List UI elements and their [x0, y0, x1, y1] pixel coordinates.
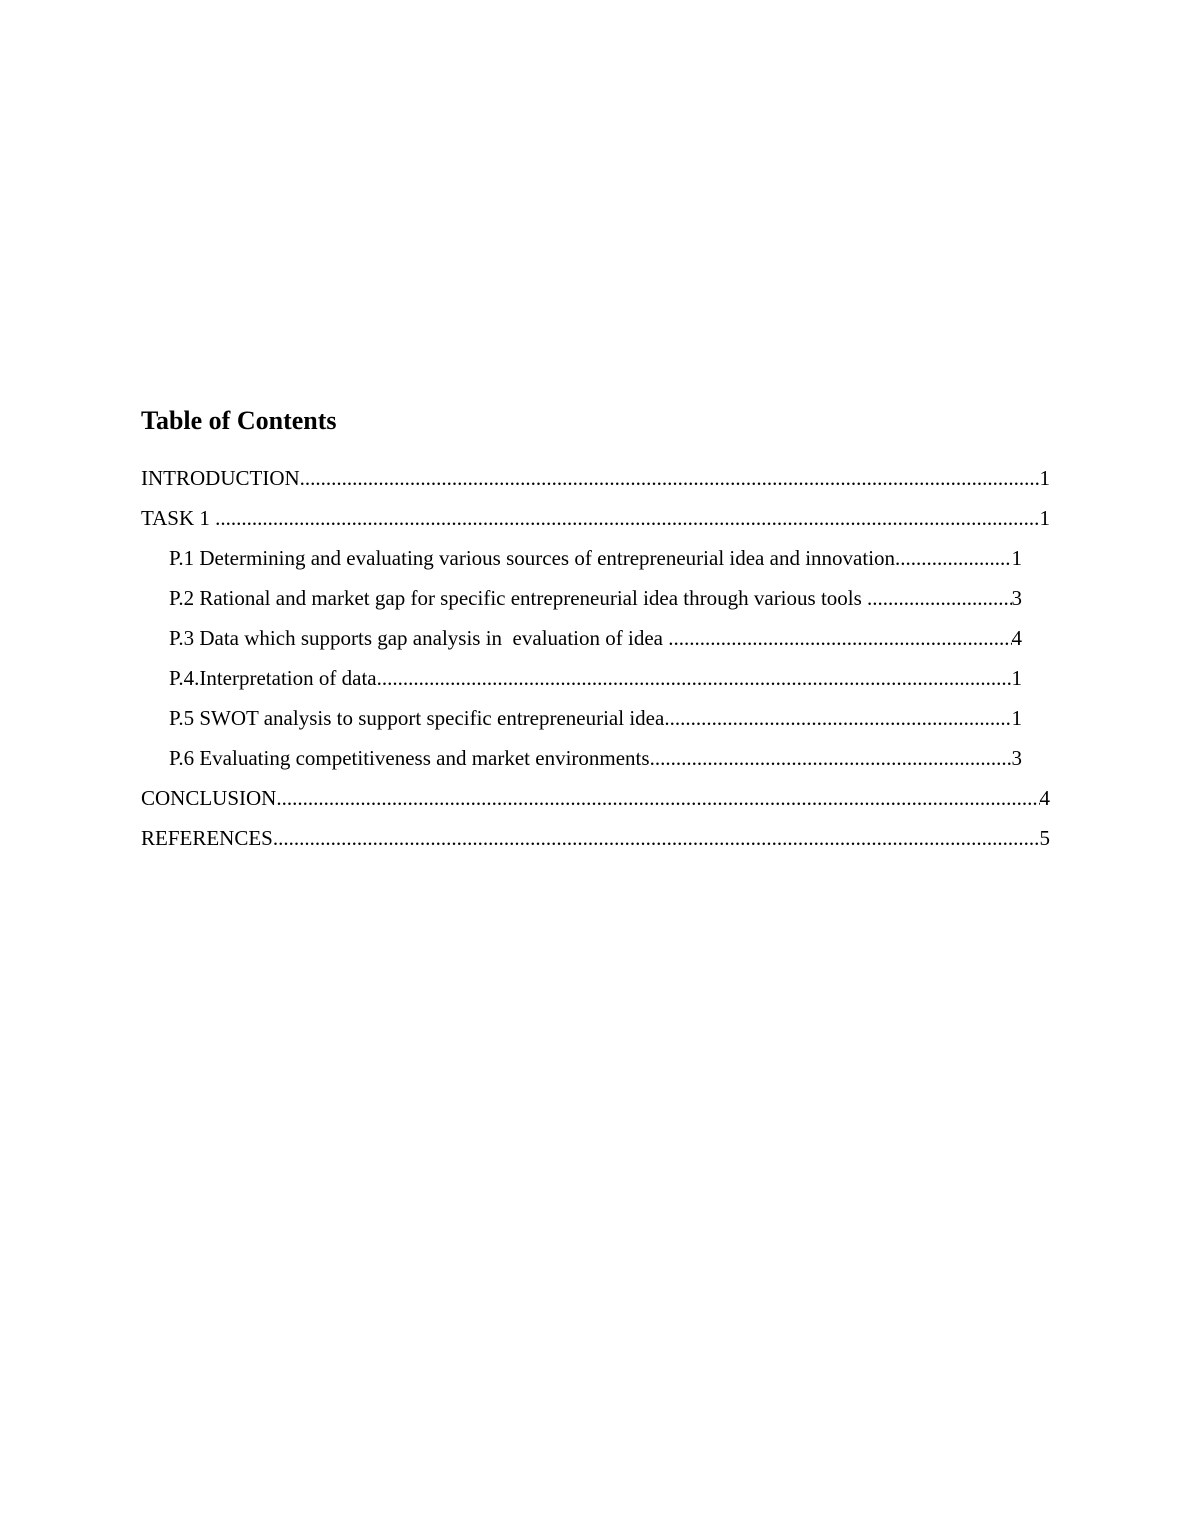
- toc-entry-p3[interactable]: [169, 618, 1022, 658]
- toc-dot-leader: [377, 658, 1012, 698]
- toc-entry-text: P.3 Data which supports gap analysis in evaluation of idea: [169, 626, 669, 650]
- toc-page-number: 1: [1039, 466, 1050, 490]
- toc-entry-p5[interactable]: [169, 698, 1022, 738]
- toc-entry-text: INTRODUCTION: [141, 466, 300, 490]
- toc-page-number: 3: [1011, 746, 1022, 770]
- toc-entry-p1[interactable]: [169, 538, 1022, 578]
- toc-entry-text: P.5 SWOT analysis to support specific entrepreneurial idea: [169, 706, 665, 730]
- toc-dot-leader: [215, 498, 1039, 538]
- toc-entry-conclusion[interactable]: [141, 778, 1050, 818]
- toc-entry-introduction[interactable]: [141, 458, 1050, 498]
- toc-entry-text: P.1 Determining and evaluating various sources of entrepreneurial idea and innovation.: [169, 546, 901, 570]
- toc-entry-text: P.2 Rational and market gap for specific entrepreneurial idea through various tools: [169, 586, 868, 610]
- toc-page-number: 4: [1011, 626, 1022, 650]
- toc-dot-leader: [664, 698, 1011, 738]
- toc-dot-leader: [867, 578, 1011, 618]
- toc-entry-p6[interactable]: [169, 738, 1022, 778]
- toc-page-number: 1: [1011, 666, 1022, 690]
- toc-dot-leader: [276, 778, 1039, 818]
- toc-page-number: 5: [1039, 826, 1050, 850]
- toc-page-number: 1: [1011, 546, 1022, 570]
- toc-entry-text: REFERENCES: [141, 826, 273, 850]
- toc-entry-text: CONCLUSION: [141, 786, 277, 810]
- toc-entry-references[interactable]: [141, 818, 1050, 858]
- toc-dot-leader: [900, 538, 1011, 578]
- toc-entry-text: P.6 Evaluating competitiveness and market environments: [169, 746, 650, 770]
- toc-dot-leader: [300, 458, 1040, 498]
- toc-dot-leader: [650, 738, 1012, 778]
- toc-entry-p4[interactable]: [169, 658, 1022, 698]
- toc-entry-p2[interactable]: [169, 578, 1022, 618]
- toc-page-number: 1: [1011, 706, 1022, 730]
- toc-page-number: 1: [1039, 506, 1050, 530]
- toc-dot-leader: [273, 818, 1040, 858]
- toc-entry-text: TASK 1: [141, 506, 216, 530]
- toc-page-number: 4: [1039, 786, 1050, 810]
- toc-entry-task-1[interactable]: [141, 498, 1050, 538]
- toc-entry-text: P.4.Interpretation of data: [169, 666, 377, 690]
- toc-page-number: 3: [1011, 586, 1022, 610]
- toc-title: Table of Contents: [141, 406, 337, 435]
- toc-dot-leader: [668, 618, 1011, 658]
